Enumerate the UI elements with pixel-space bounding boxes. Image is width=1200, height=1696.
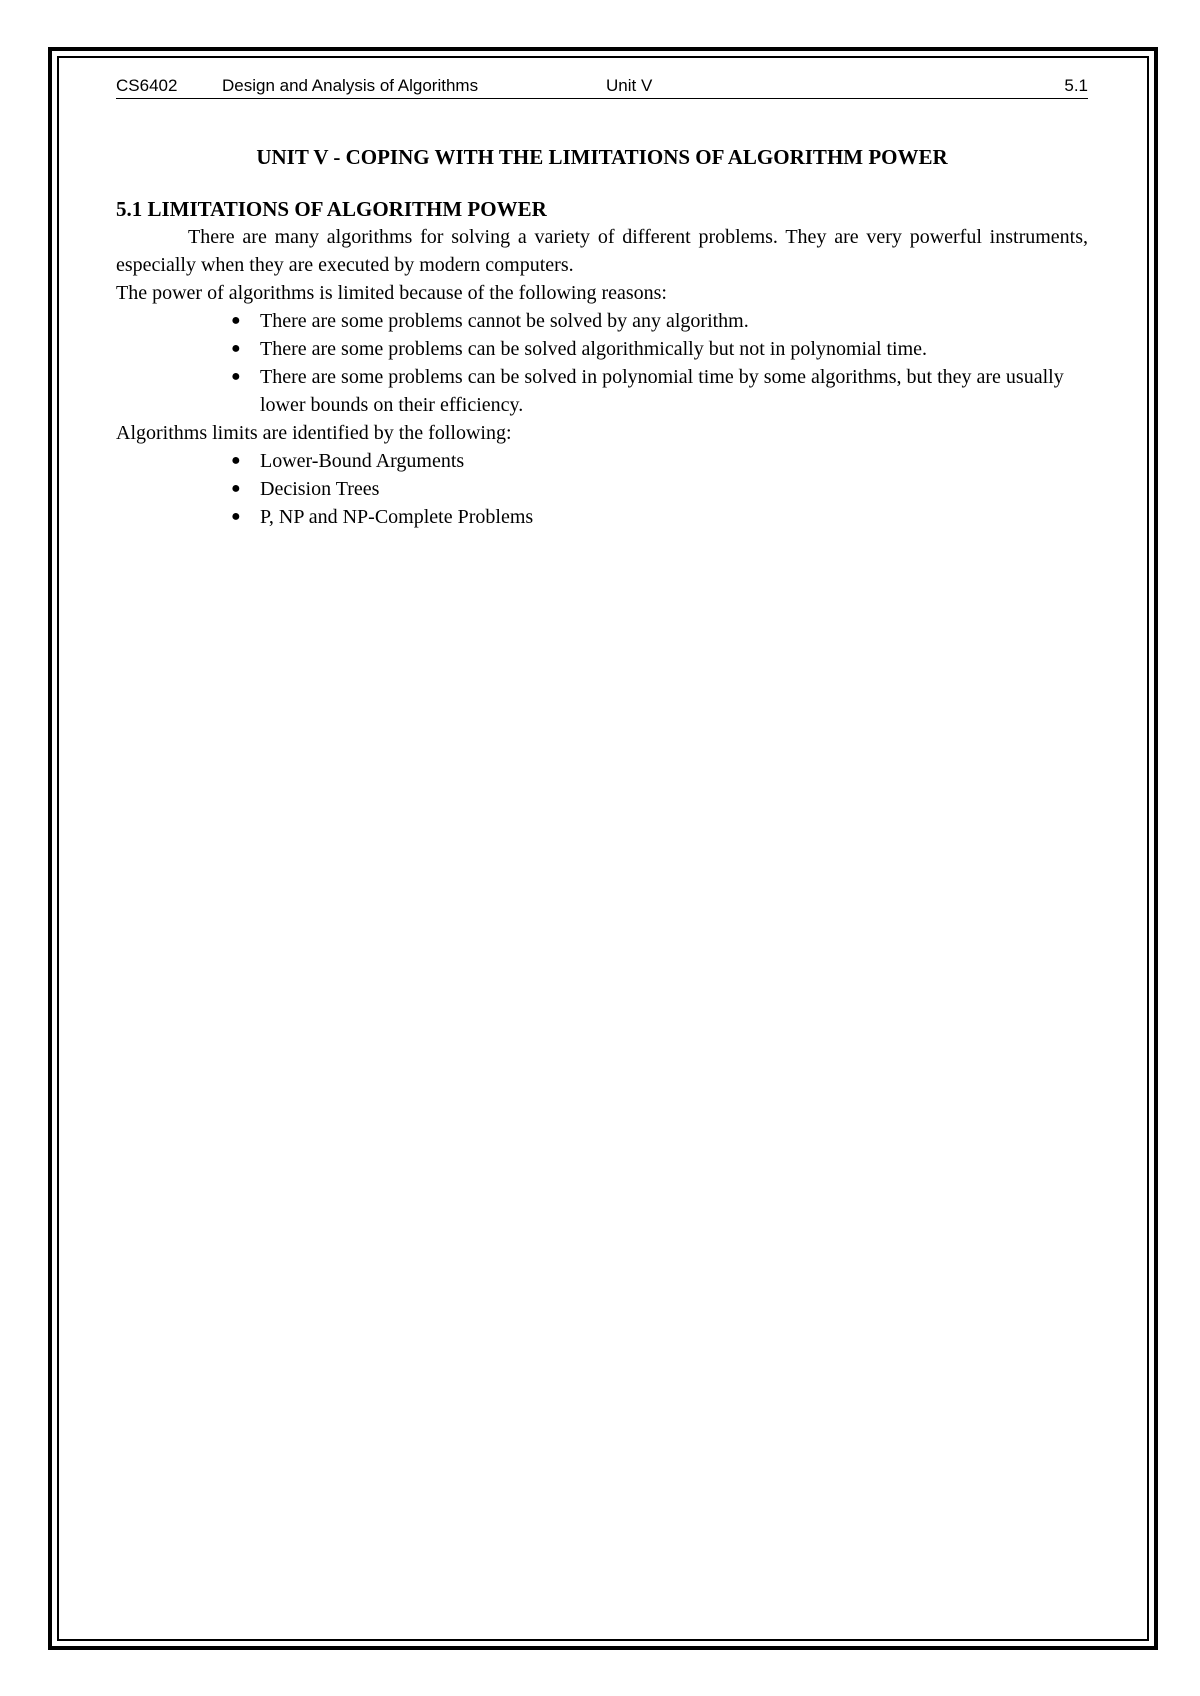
- list-item: [231, 363, 1088, 419]
- list-item: [231, 447, 1088, 475]
- limit-text: Lower-Bound Arguments: [260, 450, 465, 472]
- reasons-lead: The power of algorithms is limited because of the following reasons:: [116, 282, 667, 304]
- limits-list: [116, 447, 1088, 531]
- bullet-icon: ●: [231, 508, 241, 525]
- bullet-icon: ●: [231, 312, 241, 329]
- limit-text: Decision Trees: [260, 478, 380, 500]
- intro-paragraph: There are many algorithms for solving a variety of different problems. They are very powerful instruments, especially when they are executed by modern computers.: [116, 226, 1088, 276]
- bullet-icon: ●: [231, 340, 241, 357]
- list-item: [231, 475, 1088, 503]
- limit-text: P, NP and NP-Complete Problems: [260, 506, 534, 528]
- running-header: [116, 74, 1088, 99]
- unit-title: UNIT V - COPING WITH THE LIMITATIONS OF ALGORITHM POWER: [256, 145, 948, 169]
- bullet-icon: ●: [231, 480, 241, 497]
- bullet-icon: ●: [231, 368, 241, 385]
- reason-text: There are some problems can be solved algorithmically but not in polynomial time.: [260, 338, 928, 360]
- reason-text: There are some problems cannot be solved by any algorithm.: [260, 310, 749, 332]
- bullet-icon: ●: [231, 452, 241, 469]
- limits-lead: Algorithms limits are identified by the following:: [116, 422, 512, 444]
- section-heading: 5.1 LIMITATIONS OF ALGORITHM POWER: [116, 197, 547, 221]
- course-name: Design and Analysis of Algorithms: [222, 76, 479, 95]
- unit-label: Unit V: [606, 76, 653, 95]
- list-item: [231, 307, 1088, 335]
- page-content: [116, 74, 1088, 531]
- reasons-list: [116, 307, 1088, 419]
- list-item: [231, 335, 1088, 363]
- list-item: [231, 503, 1088, 531]
- page-number: 5.1: [1064, 76, 1088, 95]
- reason-text: There are some problems can be solved in polynomial time by some algorithms, but they are usually lower bounds on their efficiency.: [260, 366, 1064, 416]
- course-code: CS6402: [116, 76, 178, 95]
